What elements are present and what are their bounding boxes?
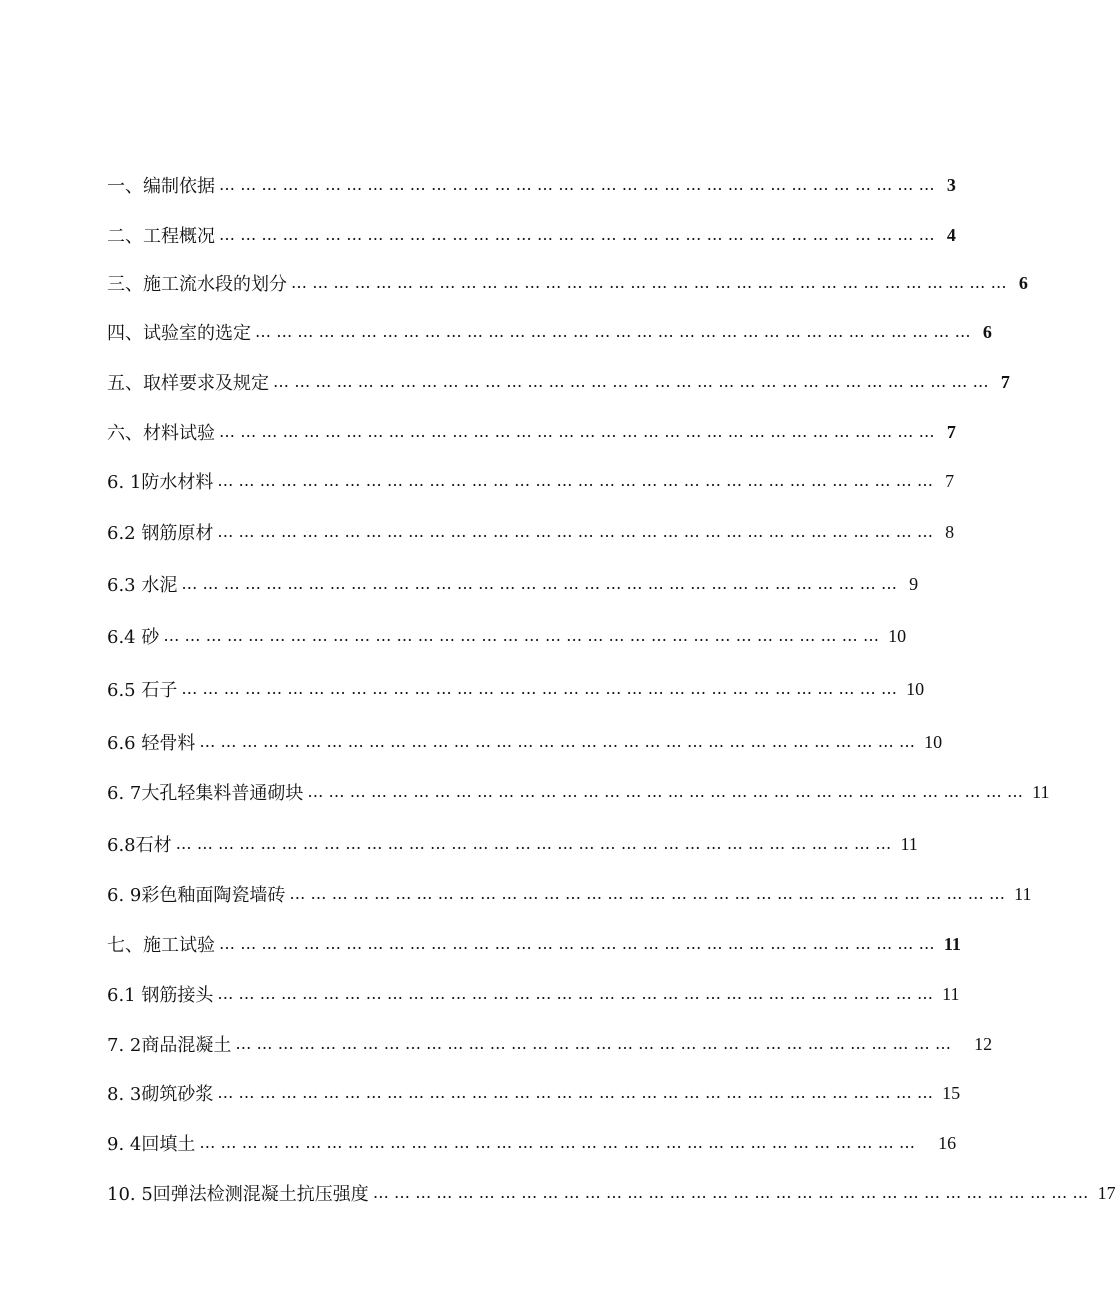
dot-leader: ………………………………………………………………………………………… — [372, 1183, 1094, 1202]
toc-entry-page: 11 — [900, 833, 918, 854]
toc-entry-page: 9 — [909, 573, 919, 594]
toc-entry-page: 6 — [1018, 272, 1028, 293]
toc-entry-page: 10 — [924, 731, 943, 752]
toc-entry-title: 6.5 石子 — [107, 680, 178, 701]
toc-entry-page: 4 — [946, 224, 956, 245]
toc-entry-page: 11 — [1032, 781, 1050, 802]
toc-entry-title: 8. 3砌筑砂浆 — [107, 1084, 214, 1105]
toc-entry-title: 二、工程概况 — [107, 226, 215, 247]
dot-leader: ………………………………………………………………………………………… — [219, 175, 940, 194]
toc-entry-page: 7 — [945, 470, 955, 491]
toc-entry[interactable] — [107, 317, 992, 347]
toc-entry-page: 10 — [906, 678, 925, 699]
toc-entry-title: 6.1 钢筋接头 — [107, 985, 214, 1006]
dot-leader: ………………………………………………………………………………………… — [181, 679, 903, 698]
dot-leader: ………………………………………………………………………………………… — [217, 1083, 939, 1102]
toc-entry-title: 10. 5回弹法检测混凝土抗压强度 — [107, 1184, 369, 1205]
toc-entry-page: 11 — [1014, 883, 1032, 904]
toc-entry[interactable] — [107, 517, 955, 547]
dot-leader: ………………………………………………………………………………………… — [291, 273, 1012, 292]
toc-entry-page: 12 — [974, 1033, 993, 1054]
toc-entry[interactable] — [107, 727, 943, 757]
toc-entry-title: 一、编制依据 — [107, 176, 215, 197]
toc-entry-page: 3 — [946, 174, 956, 195]
toc-entry-title: 6. 9彩色釉面陶瓷墙砖 — [107, 885, 286, 906]
dot-leader: ………………………………………………………………………………………… — [217, 984, 939, 1003]
toc-entry-page: 6 — [982, 321, 992, 342]
toc-entry-title: 7. 2商品混凝土 — [107, 1035, 232, 1056]
dot-leader: ………………………………………………………………………………………… — [199, 732, 921, 751]
toc-entry-page: 10 — [888, 625, 907, 646]
dot-leader: ………………………………………………………………………………………… — [219, 422, 940, 441]
toc-entry[interactable] — [107, 674, 925, 704]
toc-entry-page: 17 — [1097, 1182, 1116, 1203]
dot-leader: ………………………………………………………………………………………… — [199, 1133, 921, 1152]
toc-entry-title: 6. 1防水材料 — [107, 472, 214, 493]
toc-entry[interactable] — [107, 417, 956, 447]
toc-entry-page: 16 — [938, 1132, 957, 1153]
dot-leader: ………………………………………………………………………………………… — [273, 372, 994, 391]
toc-entry[interactable] — [107, 569, 919, 599]
dot-leader: ………………………………………………………………………………………… — [163, 626, 885, 645]
toc-entry[interactable] — [107, 1078, 961, 1108]
toc-entry[interactable] — [107, 367, 1010, 397]
dot-leader: ………………………………………………………………………………………… — [235, 1034, 957, 1053]
toc-entry[interactable] — [107, 621, 907, 651]
dot-leader: ………………………………………………………………………………………… — [181, 574, 903, 593]
toc-entry[interactable] — [107, 1128, 957, 1158]
toc-entry-title: 五、取样要求及规定 — [107, 373, 269, 394]
toc-entry[interactable] — [107, 1178, 1116, 1208]
toc-entry-title: 七、施工试验 — [107, 935, 215, 956]
dot-leader: ………………………………………………………………………………………… — [217, 522, 939, 541]
toc-entry-title: 四、试验室的选定 — [107, 323, 251, 344]
toc-entry-title: 6.3 水泥 — [107, 575, 178, 596]
toc-entry-title: 6.2 钢筋原材 — [107, 523, 214, 544]
dot-leader: ………………………………………………………………………………………… — [289, 884, 1011, 903]
toc-entry-title: 9. 4回填土 — [107, 1134, 196, 1155]
dot-leader: ………………………………………………………………………………………… — [219, 934, 940, 953]
dot-leader: ………………………………………………………………………………………… — [255, 322, 976, 341]
toc-entry-title: 三、施工流水段的划分 — [107, 274, 287, 295]
toc-entry[interactable] — [107, 220, 956, 250]
toc-entry-page: 15 — [942, 1082, 961, 1103]
toc-entry-title: 6.6 轻骨料 — [107, 733, 196, 754]
dot-leader: ………………………………………………………………………………………… — [217, 471, 939, 490]
toc-entry[interactable] — [107, 829, 918, 859]
toc-entry-title: 6. 7大孔轻集料普通砌块 — [107, 783, 304, 804]
toc-entry-title: 六、材料试验 — [107, 423, 215, 444]
toc-entry[interactable] — [107, 170, 956, 200]
toc-entry[interactable] — [107, 929, 961, 959]
toc-entry[interactable] — [107, 777, 1050, 807]
toc-entry[interactable] — [107, 1029, 993, 1059]
toc-entry-page: 7 — [946, 421, 956, 442]
toc-entry-page: 7 — [1000, 371, 1010, 392]
dot-leader: ………………………………………………………………………………………… — [219, 225, 940, 244]
dot-leader: ………………………………………………………………………………………… — [307, 782, 1029, 801]
toc-entry[interactable] — [107, 979, 960, 1009]
dot-leader: ………………………………………………………………………………………… — [175, 834, 897, 853]
toc-entry[interactable] — [107, 268, 1028, 298]
toc-entry-title: 6.4 砂 — [107, 627, 160, 648]
toc-entry-page: 11 — [942, 983, 960, 1004]
toc-entry-title: 6.8石材 — [107, 835, 172, 856]
toc-entry-page: 11 — [943, 933, 961, 954]
toc-entry[interactable] — [107, 466, 955, 496]
toc-entry-page: 8 — [945, 521, 955, 542]
toc-entry[interactable] — [107, 879, 1032, 909]
